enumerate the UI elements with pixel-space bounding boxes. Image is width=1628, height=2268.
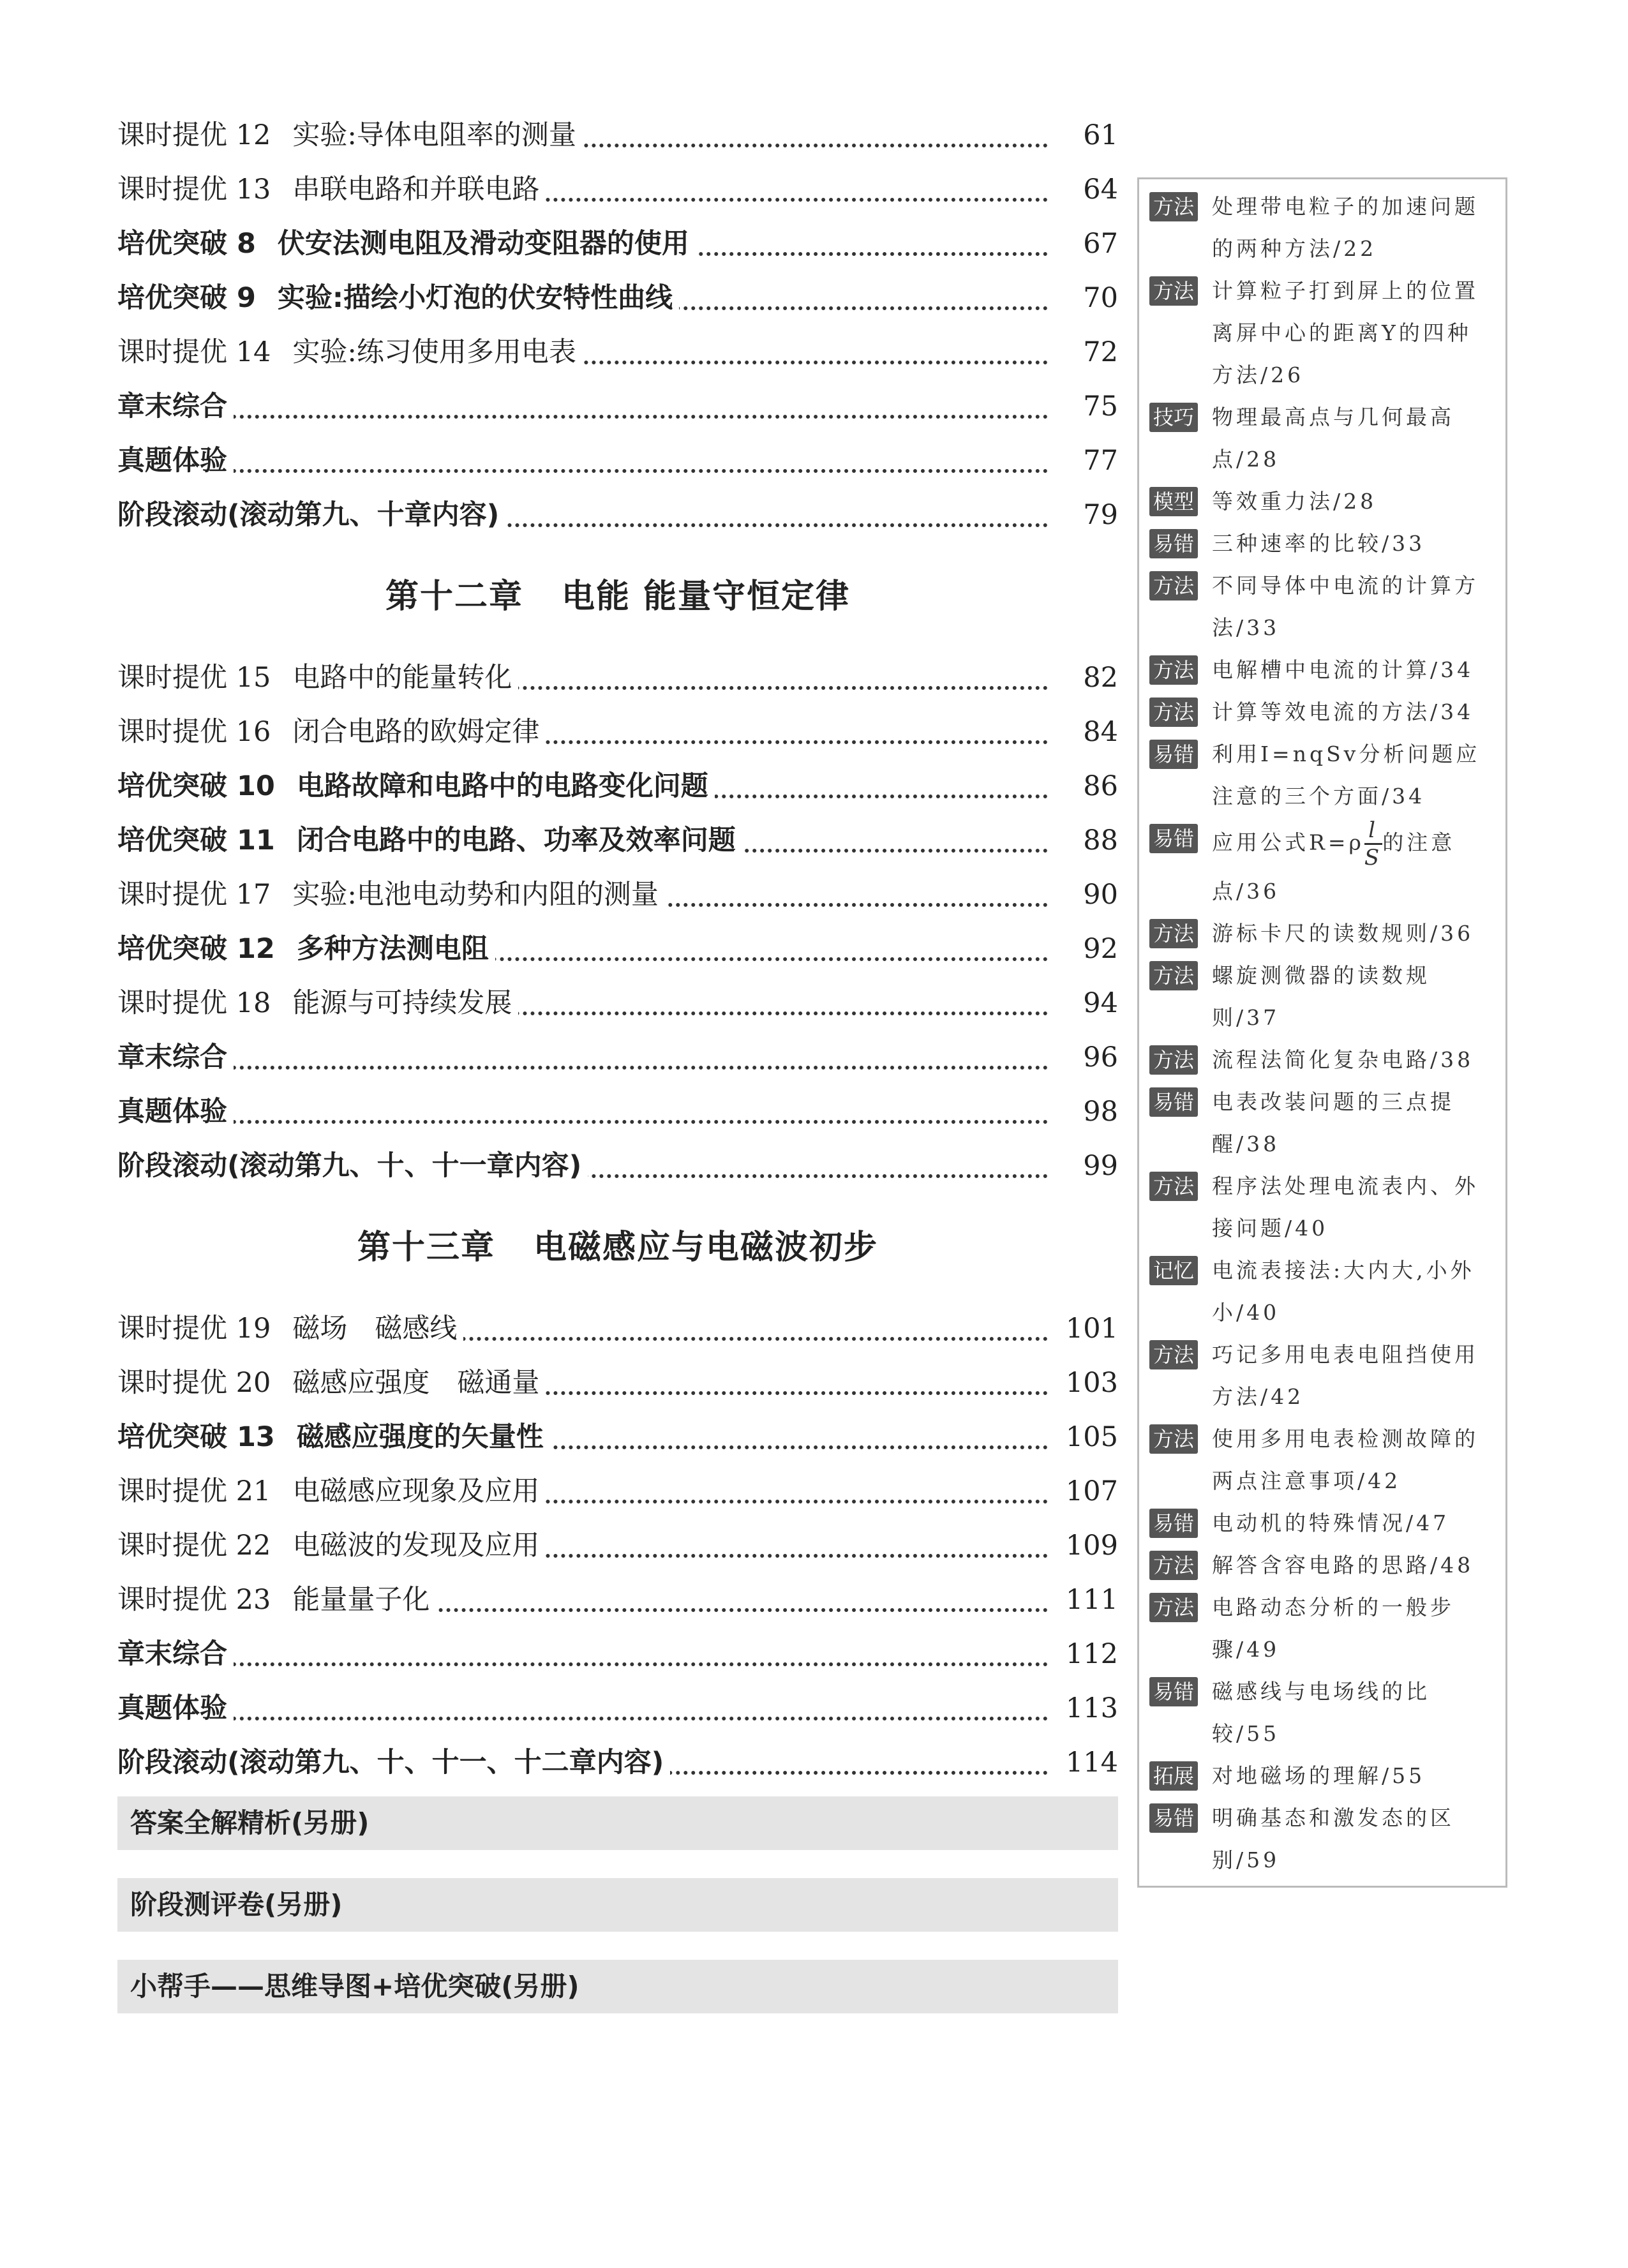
toc-entry-label: 章末综合	[117, 391, 227, 422]
tip-item[interactable]	[1149, 565, 1495, 649]
tip-text-main: 电动机的特殊情况/47	[1212, 1511, 1450, 1535]
fraction-numerator: l	[1364, 817, 1382, 845]
toc-entry-text: 能量量子化	[292, 1584, 430, 1616]
toc-entry-label: 真题体验	[117, 445, 227, 477]
toc-entry-page: 105	[1048, 1410, 1118, 1465]
toc-entry-text: 电磁感应现象及应用	[292, 1475, 540, 1507]
toc-entry-page: 98	[1048, 1085, 1118, 1139]
toc-entry-label: 课时提优	[117, 1475, 227, 1507]
toc-entry-title	[117, 488, 505, 542]
tip-text-main: 使用多用电表检测故障的两点注意事项/42	[1212, 1426, 1479, 1493]
toc-entry-title	[117, 868, 665, 922]
fraction-denominator: S	[1364, 845, 1383, 870]
toc-entry-text: 串联电路和并联电路	[292, 174, 540, 205]
tip-item[interactable]	[1149, 1165, 1495, 1250]
toc-entry[interactable]	[117, 1410, 1118, 1465]
toc-entry-text: 闭合电路中的电路、功率及效率问题	[296, 824, 736, 856]
tip-text-main: 磁感线与电场线的比较/55	[1212, 1679, 1431, 1746]
toc-entry[interactable]	[117, 163, 1118, 217]
tip-text	[1212, 1039, 1495, 1081]
toc-entry[interactable]	[117, 434, 1118, 488]
tip-item[interactable]	[1149, 913, 1495, 955]
toc-entry-label: 章末综合	[117, 1638, 227, 1670]
tip-tag: 方法	[1149, 1340, 1198, 1369]
tip-text-main: 物理最高点与几何最高点/28	[1212, 405, 1455, 472]
toc-entry-number: 10	[227, 770, 275, 802]
tip-item[interactable]	[1149, 1502, 1495, 1544]
toc-entry-page: 84	[1048, 705, 1118, 759]
tip-text	[1212, 1334, 1495, 1418]
toc-entry-label: 课时提优	[117, 1584, 227, 1616]
toc-entry-text: 实验:电池电动势和内阻的测量	[292, 879, 659, 911]
tip-text-main: 利用I=nqSv分析问题应注意的三个方面/34	[1212, 742, 1481, 809]
tip-text	[1212, 1502, 1495, 1544]
toc-entry-text: 电路中的能量转化	[292, 662, 512, 694]
tip-item[interactable]	[1149, 186, 1495, 270]
toc-entry-text: 能源与可持续发展	[292, 987, 512, 1019]
toc-entry-number: 9	[227, 282, 256, 314]
chapter-number: 第十三章	[357, 1228, 495, 1267]
toc-entry-label: 课时提优	[117, 1530, 227, 1562]
toc-entry-title	[117, 1573, 436, 1627]
tip-tag: 模型	[1149, 487, 1198, 516]
toc-entry-page: 114	[1048, 1736, 1118, 1790]
toc-entry-number: 16	[227, 716, 271, 748]
tip-text-main: 电路动态分析的一般步骤/49	[1212, 1595, 1455, 1662]
chapter-title: 电磁感应与电磁波初步	[534, 1228, 879, 1267]
toc-entry[interactable]	[117, 1031, 1118, 1085]
toc-entry[interactable]	[117, 814, 1118, 868]
tip-item[interactable]	[1149, 649, 1495, 691]
toc-entry-title	[117, 1465, 546, 1519]
toc-entry-number: 18	[227, 987, 271, 1019]
toc-entry[interactable]	[117, 922, 1118, 976]
tip-tag: 易错	[1149, 529, 1198, 558]
tip-text	[1212, 1544, 1495, 1586]
toc-entry-label: 课时提优	[117, 879, 227, 911]
toc-entry[interactable]	[117, 380, 1118, 434]
toc-entry[interactable]	[117, 1085, 1118, 1139]
tip-text	[1212, 649, 1495, 691]
toc-entry-label: 课时提优	[117, 716, 227, 748]
toc-entry-page: 70	[1048, 271, 1118, 325]
toc-entry-number: 13	[227, 174, 271, 205]
toc-entry[interactable]	[117, 1736, 1118, 1790]
tip-tag: 方法	[1149, 655, 1198, 685]
toc-entry-page: 88	[1048, 814, 1118, 868]
toc-entry-number: 14	[227, 336, 271, 368]
tip-text-main: 游标卡尺的读数规则/36	[1212, 921, 1474, 946]
toc-entry-label: 课时提优	[117, 1313, 227, 1345]
tip-text-main: 电解槽中电流的计算/34	[1212, 657, 1474, 682]
tip-text-after: 的注意点/36	[1212, 830, 1456, 904]
toc-entry-label: 课时提优	[117, 1367, 227, 1399]
toc-entry-page: 64	[1048, 163, 1118, 217]
dot-leader	[117, 1662, 1048, 1666]
dot-leader	[117, 1717, 1048, 1720]
toc-entry-label: 真题体验	[117, 1692, 227, 1724]
toc-entry-text: 闭合电路的欧姆定律	[292, 716, 540, 748]
toc-entry-label: 课时提优	[117, 119, 227, 151]
toc-entry-title	[117, 217, 696, 271]
helper-booklet-bar[interactable]: 小帮手——思维导图+培优突破(另册)	[117, 1960, 1118, 2013]
tip-text-main: 明确基态和激发态的区别/59	[1212, 1805, 1455, 1872]
tip-tag: 方法	[1149, 571, 1198, 601]
toc-entry-number: 19	[227, 1313, 271, 1345]
toc-entry[interactable]	[117, 325, 1118, 380]
toc-entry-number: 12	[227, 119, 271, 151]
toc-entry-title	[117, 163, 546, 217]
toc-entry-label: 章末综合	[117, 1041, 227, 1073]
toc-entry-page: 72	[1048, 325, 1118, 380]
tip-tag: 方法	[1149, 1593, 1198, 1622]
toc-section-3	[117, 1302, 1118, 1790]
toc-entry-number: 21	[227, 1475, 271, 1507]
toc-entry-page: 75	[1048, 380, 1118, 434]
tip-tag: 易错	[1149, 824, 1198, 853]
toc-entry-title	[117, 814, 742, 868]
toc-entry-label: 培优突破	[117, 933, 227, 965]
toc-entry-label: 课时提优	[117, 336, 227, 368]
toc-entry-label: 培优突破	[117, 824, 227, 856]
tip-text-main: 电流表接法:大内大,小外小/40	[1212, 1258, 1475, 1325]
dot-leader	[117, 1066, 1048, 1070]
toc-section-2	[117, 651, 1118, 1193]
tip-item[interactable]	[1149, 1418, 1495, 1502]
toc-entry-text: 磁场 磁感线	[292, 1313, 458, 1345]
assessment-booklet-bar[interactable]: 阶段测评卷(另册)	[117, 1878, 1118, 1932]
toc-entry-page: 82	[1048, 651, 1118, 705]
toc-entry-label: 课时提优	[117, 662, 227, 694]
tip-text-main: 巧记多用电表电阻挡使用方法/42	[1212, 1342, 1479, 1409]
table-of-contents	[117, 108, 1118, 2041]
tip-tag: 方法	[1149, 192, 1198, 221]
toc-entry[interactable]	[117, 759, 1118, 814]
tips-sidebar	[1137, 177, 1507, 1888]
tip-text-main: 螺旋测微器的读数规则/37	[1212, 963, 1431, 1030]
toc-entry-number: 20	[227, 1367, 271, 1399]
chapter-13-heading	[117, 1193, 1118, 1302]
tip-tag: 方法	[1149, 276, 1198, 306]
toc-entry-title	[117, 1302, 463, 1356]
tip-tag: 拓展	[1149, 1761, 1198, 1791]
tip-item[interactable]	[1149, 691, 1495, 733]
toc-entry[interactable]	[117, 1356, 1118, 1410]
toc-entry-number: 8	[227, 228, 256, 260]
tip-tag: 易错	[1149, 1803, 1198, 1833]
tip-item[interactable]	[1149, 1081, 1495, 1165]
tip-item[interactable]	[1149, 955, 1495, 1039]
toc-entry-page: 107	[1048, 1465, 1118, 1519]
chapter-number: 第十二章	[385, 578, 523, 616]
tip-text	[1212, 817, 1495, 913]
toc-entry-title	[117, 325, 583, 380]
tip-tag: 方法	[1149, 919, 1198, 948]
toc-entry-text: 伏安法测电阻及滑动变阻器的使用	[277, 228, 689, 260]
dot-leader	[117, 415, 1048, 419]
tip-item[interactable]	[1149, 1334, 1495, 1418]
toc-entry-label: 课时提优	[117, 174, 227, 205]
toc-entry-title	[117, 108, 583, 163]
tip-item[interactable]	[1149, 817, 1495, 913]
tip-text-main: 等效重力法/28	[1212, 489, 1377, 514]
tip-tag: 技巧	[1149, 403, 1198, 432]
tip-item[interactable]	[1149, 396, 1495, 481]
toc-entry-title	[117, 759, 715, 814]
tip-item[interactable]	[1149, 1797, 1495, 1881]
toc-entry-label: 课时提优	[117, 987, 227, 1019]
toc-entry-text: 实验:练习使用多用电表	[292, 336, 576, 368]
toc-entry[interactable]	[117, 1519, 1118, 1573]
toc-entry-title	[117, 1031, 234, 1085]
toc-entry-page: 96	[1048, 1031, 1118, 1085]
tip-text-main: 应用公式R=ρ	[1212, 830, 1364, 855]
tip-tag: 易错	[1149, 1509, 1198, 1538]
toc-entry-title	[117, 1356, 546, 1410]
tip-text	[1212, 733, 1495, 817]
tip-tag: 方法	[1149, 1045, 1198, 1075]
toc-entry[interactable]	[117, 217, 1118, 271]
tip-item[interactable]	[1149, 270, 1495, 396]
tip-text-main: 对地磁场的理解/55	[1212, 1763, 1426, 1788]
toc-entry-label: 培优突破	[117, 282, 227, 314]
tip-text-main: 计算等效电流的方法/34	[1212, 699, 1474, 724]
tip-text	[1212, 1586, 1495, 1671]
toc-entry-title	[117, 651, 518, 705]
toc-entry[interactable]	[117, 651, 1118, 705]
toc-entry-page: 113	[1048, 1682, 1118, 1736]
toc-entry-page: 99	[1048, 1139, 1118, 1193]
tip-tag: 易错	[1149, 1087, 1198, 1117]
toc-entry[interactable]	[117, 488, 1118, 542]
tip-text	[1212, 270, 1495, 396]
toc-entry[interactable]	[117, 705, 1118, 759]
tip-text-main: 处理带电粒子的加速问题的两种方法/22	[1212, 194, 1479, 261]
tip-tag: 方法	[1149, 1551, 1198, 1580]
toc-entry-page: 92	[1048, 922, 1118, 976]
tip-text	[1212, 1418, 1495, 1502]
toc-entry-page: 77	[1048, 434, 1118, 488]
toc-entry-number: 22	[227, 1530, 271, 1562]
toc-entry-number: 17	[227, 879, 271, 911]
toc-entry-text: 电路故障和电路中的电路变化问题	[296, 770, 708, 802]
toc-entry-page: 112	[1048, 1627, 1118, 1682]
toc-entry-label: 真题体验	[117, 1096, 227, 1128]
tip-item[interactable]	[1149, 1671, 1495, 1755]
tip-item[interactable]	[1149, 523, 1495, 565]
tip-item[interactable]	[1149, 1755, 1495, 1797]
tip-text	[1212, 691, 1495, 733]
dot-leader	[117, 469, 1048, 473]
tip-text	[1212, 523, 1495, 565]
toc-entry-title	[117, 705, 546, 759]
toc-entry-number: 13	[227, 1421, 275, 1453]
tip-item[interactable]	[1149, 1544, 1495, 1586]
toc-entry-page: 90	[1048, 868, 1118, 922]
tip-text-main: 电表改装问题的三点提醒/38	[1212, 1089, 1455, 1156]
tip-text	[1212, 186, 1495, 270]
toc-entry-text: 多种方法测电阻	[296, 933, 489, 965]
toc-entry-title	[117, 1682, 234, 1736]
toc-entry[interactable]	[117, 1682, 1118, 1736]
tip-tag: 记忆	[1149, 1256, 1198, 1285]
answer-booklet-bar[interactable]: 答案全解精析(另册)	[117, 1796, 1118, 1850]
toc-entry-text: 实验:导体电阻率的测量	[292, 119, 576, 151]
tip-text-main: 不同导体中电流的计算方法/33	[1212, 573, 1479, 640]
tip-item[interactable]	[1149, 1039, 1495, 1081]
toc-entry-text: 磁感应强度 磁通量	[292, 1367, 540, 1399]
toc-entry-title	[117, 1736, 670, 1790]
toc-entry-title	[117, 380, 234, 434]
tip-tag: 方法	[1149, 1172, 1198, 1201]
toc-entry-page: 86	[1048, 759, 1118, 814]
toc-entry[interactable]	[117, 271, 1118, 325]
tip-text	[1212, 1671, 1495, 1755]
toc-entry-page: 111	[1048, 1573, 1118, 1627]
toc-entry-title	[117, 1519, 546, 1573]
tip-text	[1212, 913, 1495, 955]
tip-text	[1212, 1755, 1495, 1797]
dot-leader	[117, 1120, 1048, 1124]
tip-text	[1212, 955, 1495, 1039]
tip-tag: 易错	[1149, 740, 1198, 769]
tip-tag: 方法	[1149, 698, 1198, 727]
tip-text-main: 计算粒子打到屏上的位置离屏中心的距离Y的四种方法/26	[1212, 278, 1479, 387]
toc-entry-text: 实验:描绘小灯泡的伏安特性曲线	[277, 282, 673, 314]
toc-entry-page: 109	[1048, 1519, 1118, 1573]
toc-section-1	[117, 108, 1118, 542]
toc-entry-page: 94	[1048, 976, 1118, 1031]
toc-entry-text: 磁感应强度的矢量性	[296, 1421, 544, 1453]
toc-entry-label: 阶段滚动(滚动第九、十、十一、十二章内容)	[117, 1747, 664, 1779]
toc-entry[interactable]	[117, 1627, 1118, 1682]
toc-entry[interactable]	[117, 868, 1118, 922]
tip-text	[1212, 1250, 1495, 1334]
tip-tag: 方法	[1149, 1424, 1198, 1454]
toc-entry-number: 11	[227, 824, 275, 856]
toc-entry[interactable]	[117, 1139, 1118, 1193]
toc-entry-label: 阶段滚动(滚动第九、十章内容)	[117, 499, 500, 531]
tip-tag: 方法	[1149, 961, 1198, 990]
toc-entry-label: 培优突破	[117, 1421, 227, 1453]
toc-entry-page: 67	[1048, 217, 1118, 271]
toc-entry-label: 阶段滚动(滚动第九、十、十一章内容)	[117, 1150, 582, 1182]
tip-text	[1212, 481, 1495, 523]
tip-text	[1212, 565, 1495, 649]
tip-item[interactable]	[1149, 1250, 1495, 1334]
toc-entry-text: 电磁波的发现及应用	[292, 1530, 540, 1562]
chapter-title: 电能 能量守恒定律	[561, 578, 851, 616]
toc-entry-title	[117, 976, 518, 1031]
toc-entry-title	[117, 1410, 550, 1465]
toc-entry-page: 103	[1048, 1356, 1118, 1410]
tip-text-main: 程序法处理电流表内、外接问题/40	[1212, 1174, 1479, 1241]
toc-entry-page: 101	[1048, 1302, 1118, 1356]
toc-entry-label: 培优突破	[117, 228, 227, 260]
chapter-12-heading	[117, 542, 1118, 651]
tip-tag: 易错	[1149, 1677, 1198, 1706]
tip-text-main: 流程法简化复杂电路/38	[1212, 1047, 1474, 1072]
toc-entry[interactable]	[117, 1465, 1118, 1519]
tip-item[interactable]	[1149, 1586, 1495, 1671]
tip-text-main: 解答含容电路的思路/48	[1212, 1553, 1474, 1578]
formula-fraction	[1364, 817, 1382, 870]
toc-entry-title	[117, 1085, 234, 1139]
tip-item[interactable]	[1149, 481, 1495, 523]
tip-text	[1212, 1081, 1495, 1165]
toc-entry-page: 61	[1048, 108, 1118, 163]
toc-entry-number: 15	[227, 662, 271, 694]
tip-text	[1212, 396, 1495, 481]
toc-entry[interactable]	[117, 1573, 1118, 1627]
toc-entry-label: 培优突破	[117, 770, 227, 802]
tip-text-main: 三种速率的比较/33	[1212, 531, 1426, 556]
toc-entry-number: 23	[227, 1584, 271, 1616]
toc-entry-title	[117, 922, 495, 976]
toc-entry[interactable]	[117, 108, 1118, 163]
toc-entry-title	[117, 434, 234, 488]
tip-text	[1212, 1165, 1495, 1250]
toc-entry[interactable]	[117, 1302, 1118, 1356]
toc-entry-page: 79	[1048, 488, 1118, 542]
toc-entry-title	[117, 1627, 234, 1682]
tip-text	[1212, 1797, 1495, 1881]
toc-entry-number: 12	[227, 933, 275, 965]
toc-entry[interactable]	[117, 976, 1118, 1031]
tip-item[interactable]	[1149, 733, 1495, 817]
toc-entry-title	[117, 1139, 588, 1193]
toc-entry-title	[117, 271, 679, 325]
